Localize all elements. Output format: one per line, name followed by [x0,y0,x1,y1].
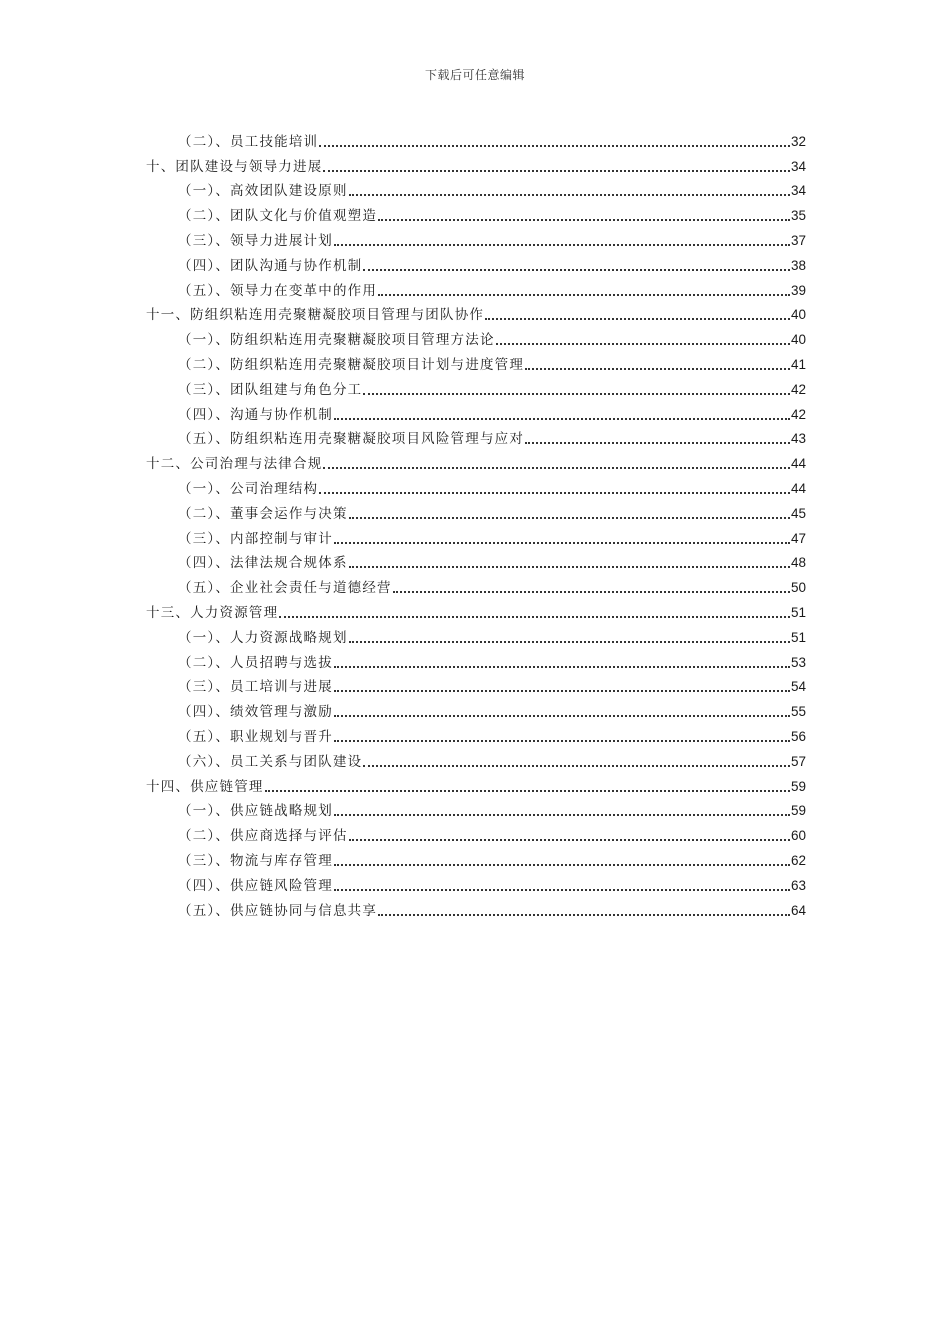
toc-dot-leader [349,516,790,519]
toc-entry-title: （四）、团队沟通与协作机制 [178,257,363,274]
toc-entry-title: （二）、董事会运作与决策 [178,505,348,522]
toc-entry-page-number: 47 [790,530,806,546]
toc-entry[interactable] [146,225,806,250]
toc-entry[interactable] [146,275,806,300]
toc-dot-leader [319,144,790,147]
toc-entry-page-number: 34 [790,183,806,199]
toc-dot-leader [334,888,790,891]
toc-entry-page-number: 59 [790,803,806,819]
toc-dot-leader [378,218,790,221]
toc-entry[interactable] [146,696,806,721]
toc-entry[interactable] [146,250,806,275]
toc-entry-page-number: 45 [790,505,806,521]
toc-dot-leader [525,441,790,444]
toc-entry-title: （二）、员工技能培训 [178,133,319,150]
toc-entry-page-number: 39 [790,282,806,298]
toc-entry-page-number: 43 [790,431,806,447]
table-of-contents [146,126,806,920]
toc-entry-title: 十四、供应链管理 [146,778,264,795]
toc-entry[interactable] [146,647,806,672]
toc-entry-title: 十、团队建设与领导力进展 [146,158,323,175]
toc-entry[interactable] [146,523,806,548]
toc-entry[interactable] [146,126,806,151]
toc-entry-page-number: 41 [790,356,806,372]
toc-entry[interactable] [146,324,806,349]
toc-entry-title: （三）、内部控制与审计 [178,530,333,547]
toc-dot-leader [334,417,790,420]
toc-dot-leader [363,392,790,395]
toc-dot-leader [334,714,790,717]
toc-entry-title: （五）、职业规划与晋升 [178,728,333,745]
toc-dot-leader [485,317,790,320]
toc-entry[interactable] [146,895,806,920]
toc-entry-page-number: 53 [790,654,806,670]
toc-entry[interactable] [146,424,806,449]
toc-entry-page-number: 59 [790,778,806,794]
toc-entry[interactable] [146,300,806,325]
toc-dot-leader [334,863,790,866]
toc-entry-page-number: 51 [790,629,806,645]
toc-entry-page-number: 55 [790,704,806,720]
toc-dot-leader [349,838,790,841]
toc-entry[interactable] [146,572,806,597]
toc-entry[interactable] [146,473,806,498]
toc-entry-title: （五）、企业社会责任与道德经营 [178,580,392,597]
toc-entry-page-number: 51 [790,604,806,620]
toc-dot-leader [334,739,790,742]
toc-entry-title: （二）、防组织粘连用壳聚糖凝胶项目计划与进度管理 [178,356,525,373]
toc-entry-title: 十二、公司治理与法律合规 [146,456,323,473]
toc-entry[interactable] [146,622,806,647]
toc-dot-leader [349,565,790,568]
toc-entry-page-number: 42 [790,406,806,422]
toc-entry[interactable] [146,349,806,374]
toc-entry-page-number: 48 [790,555,806,571]
toc-entry-page-number: 35 [790,208,806,224]
toc-dot-leader [378,913,790,916]
toc-dot-leader [323,466,790,469]
toc-dot-leader [334,689,790,692]
toc-entry-title: （三）、物流与库存管理 [178,852,333,869]
toc-dot-leader [525,367,790,370]
toc-entry-title: （三）、员工培训与进展 [178,679,333,696]
toc-entry[interactable] [146,399,806,424]
toc-entry[interactable] [146,746,806,771]
toc-entry-page-number: 63 [790,877,806,893]
toc-entry-page-number: 62 [790,852,806,868]
toc-entry[interactable] [146,845,806,870]
toc-entry-title: 十三、人力资源管理 [146,604,279,621]
toc-entry-title: （三）、领导力进展计划 [178,232,333,249]
toc-dot-leader [349,193,790,196]
toc-dot-leader [334,243,790,246]
toc-entry-title: （四）、供应链风险管理 [178,877,333,894]
toc-dot-leader [323,169,790,172]
toc-entry-page-number: 40 [790,307,806,323]
toc-entry[interactable] [146,597,806,622]
toc-entry[interactable] [146,548,806,573]
toc-entry-title: （五）、领导力在变革中的作用 [178,282,378,299]
toc-dot-leader [349,640,790,643]
toc-entry-title: （五）、防组织粘连用壳聚糖凝胶项目风险管理与应对 [178,431,525,448]
toc-dot-leader [334,813,790,816]
toc-entry-title: （一）、高效团队建设原则 [178,183,348,200]
toc-entry-title: （二）、人员招聘与选拔 [178,654,333,671]
toc-entry[interactable] [146,672,806,697]
toc-dot-leader [363,268,790,271]
toc-entry-page-number: 64 [790,902,806,918]
page-header: 下载后可任意编辑 [424,68,525,82]
toc-entry-page-number: 37 [790,232,806,248]
toc-dot-leader [378,293,790,296]
toc-entry[interactable] [146,796,806,821]
toc-entry-title: （一）、防组织粘连用壳聚糖凝胶项目管理方法论 [178,332,495,349]
toc-entry-title: 十一、防组织粘连用壳聚糖凝胶项目管理与团队协作 [146,307,485,324]
toc-entry-page-number: 34 [790,158,806,174]
toc-entry-title: （六）、员工关系与团队建设 [178,753,363,770]
toc-dot-leader [279,615,790,618]
toc-entry-page-number: 38 [790,257,806,273]
toc-entry-title: （三）、团队组建与角色分工 [178,381,363,398]
toc-entry-page-number: 44 [790,480,806,496]
toc-entry-page-number: 42 [790,381,806,397]
toc-entry[interactable] [146,176,806,201]
toc-entry[interactable] [146,721,806,746]
toc-entry[interactable] [146,374,806,399]
toc-entry-page-number: 40 [790,332,806,348]
toc-entry[interactable] [146,151,806,176]
toc-dot-leader [319,491,790,494]
toc-dot-leader [334,541,790,544]
toc-entry-page-number: 57 [790,753,806,769]
toc-entry-title: （四）、沟通与协作机制 [178,406,333,423]
toc-dot-leader [363,764,790,767]
toc-entry-title: （五）、供应链协同与信息共享 [178,902,378,919]
toc-entry-title: （一）、人力资源战略规划 [178,629,348,646]
toc-entry-title: （二）、团队文化与价值观塑造 [178,208,378,225]
toc-entry-page-number: 32 [790,133,806,149]
toc-entry-title: （一）、供应链战略规划 [178,803,333,820]
toc-dot-leader [496,342,790,345]
toc-dot-leader [334,665,790,668]
toc-entry-page-number: 50 [790,580,806,596]
toc-dot-leader [393,590,790,593]
toc-entry-page-number: 44 [790,456,806,472]
toc-entry[interactable] [146,771,806,796]
toc-entry-title: （四）、绩效管理与激励 [178,704,333,721]
toc-dot-leader [265,789,790,792]
toc-entry[interactable] [146,448,806,473]
toc-entry[interactable] [146,498,806,523]
toc-entry-title: （一）、公司治理结构 [178,480,319,497]
toc-entry-page-number: 56 [790,728,806,744]
toc-entry-page-number: 60 [790,828,806,844]
toc-entry-title: （四）、法律法规合规体系 [178,555,348,572]
toc-entry-title: （二）、供应商选择与评估 [178,828,348,845]
toc-entry-page-number: 54 [790,679,806,695]
toc-entry[interactable] [146,200,806,225]
toc-entry[interactable] [146,870,806,895]
toc-entry[interactable] [146,820,806,845]
